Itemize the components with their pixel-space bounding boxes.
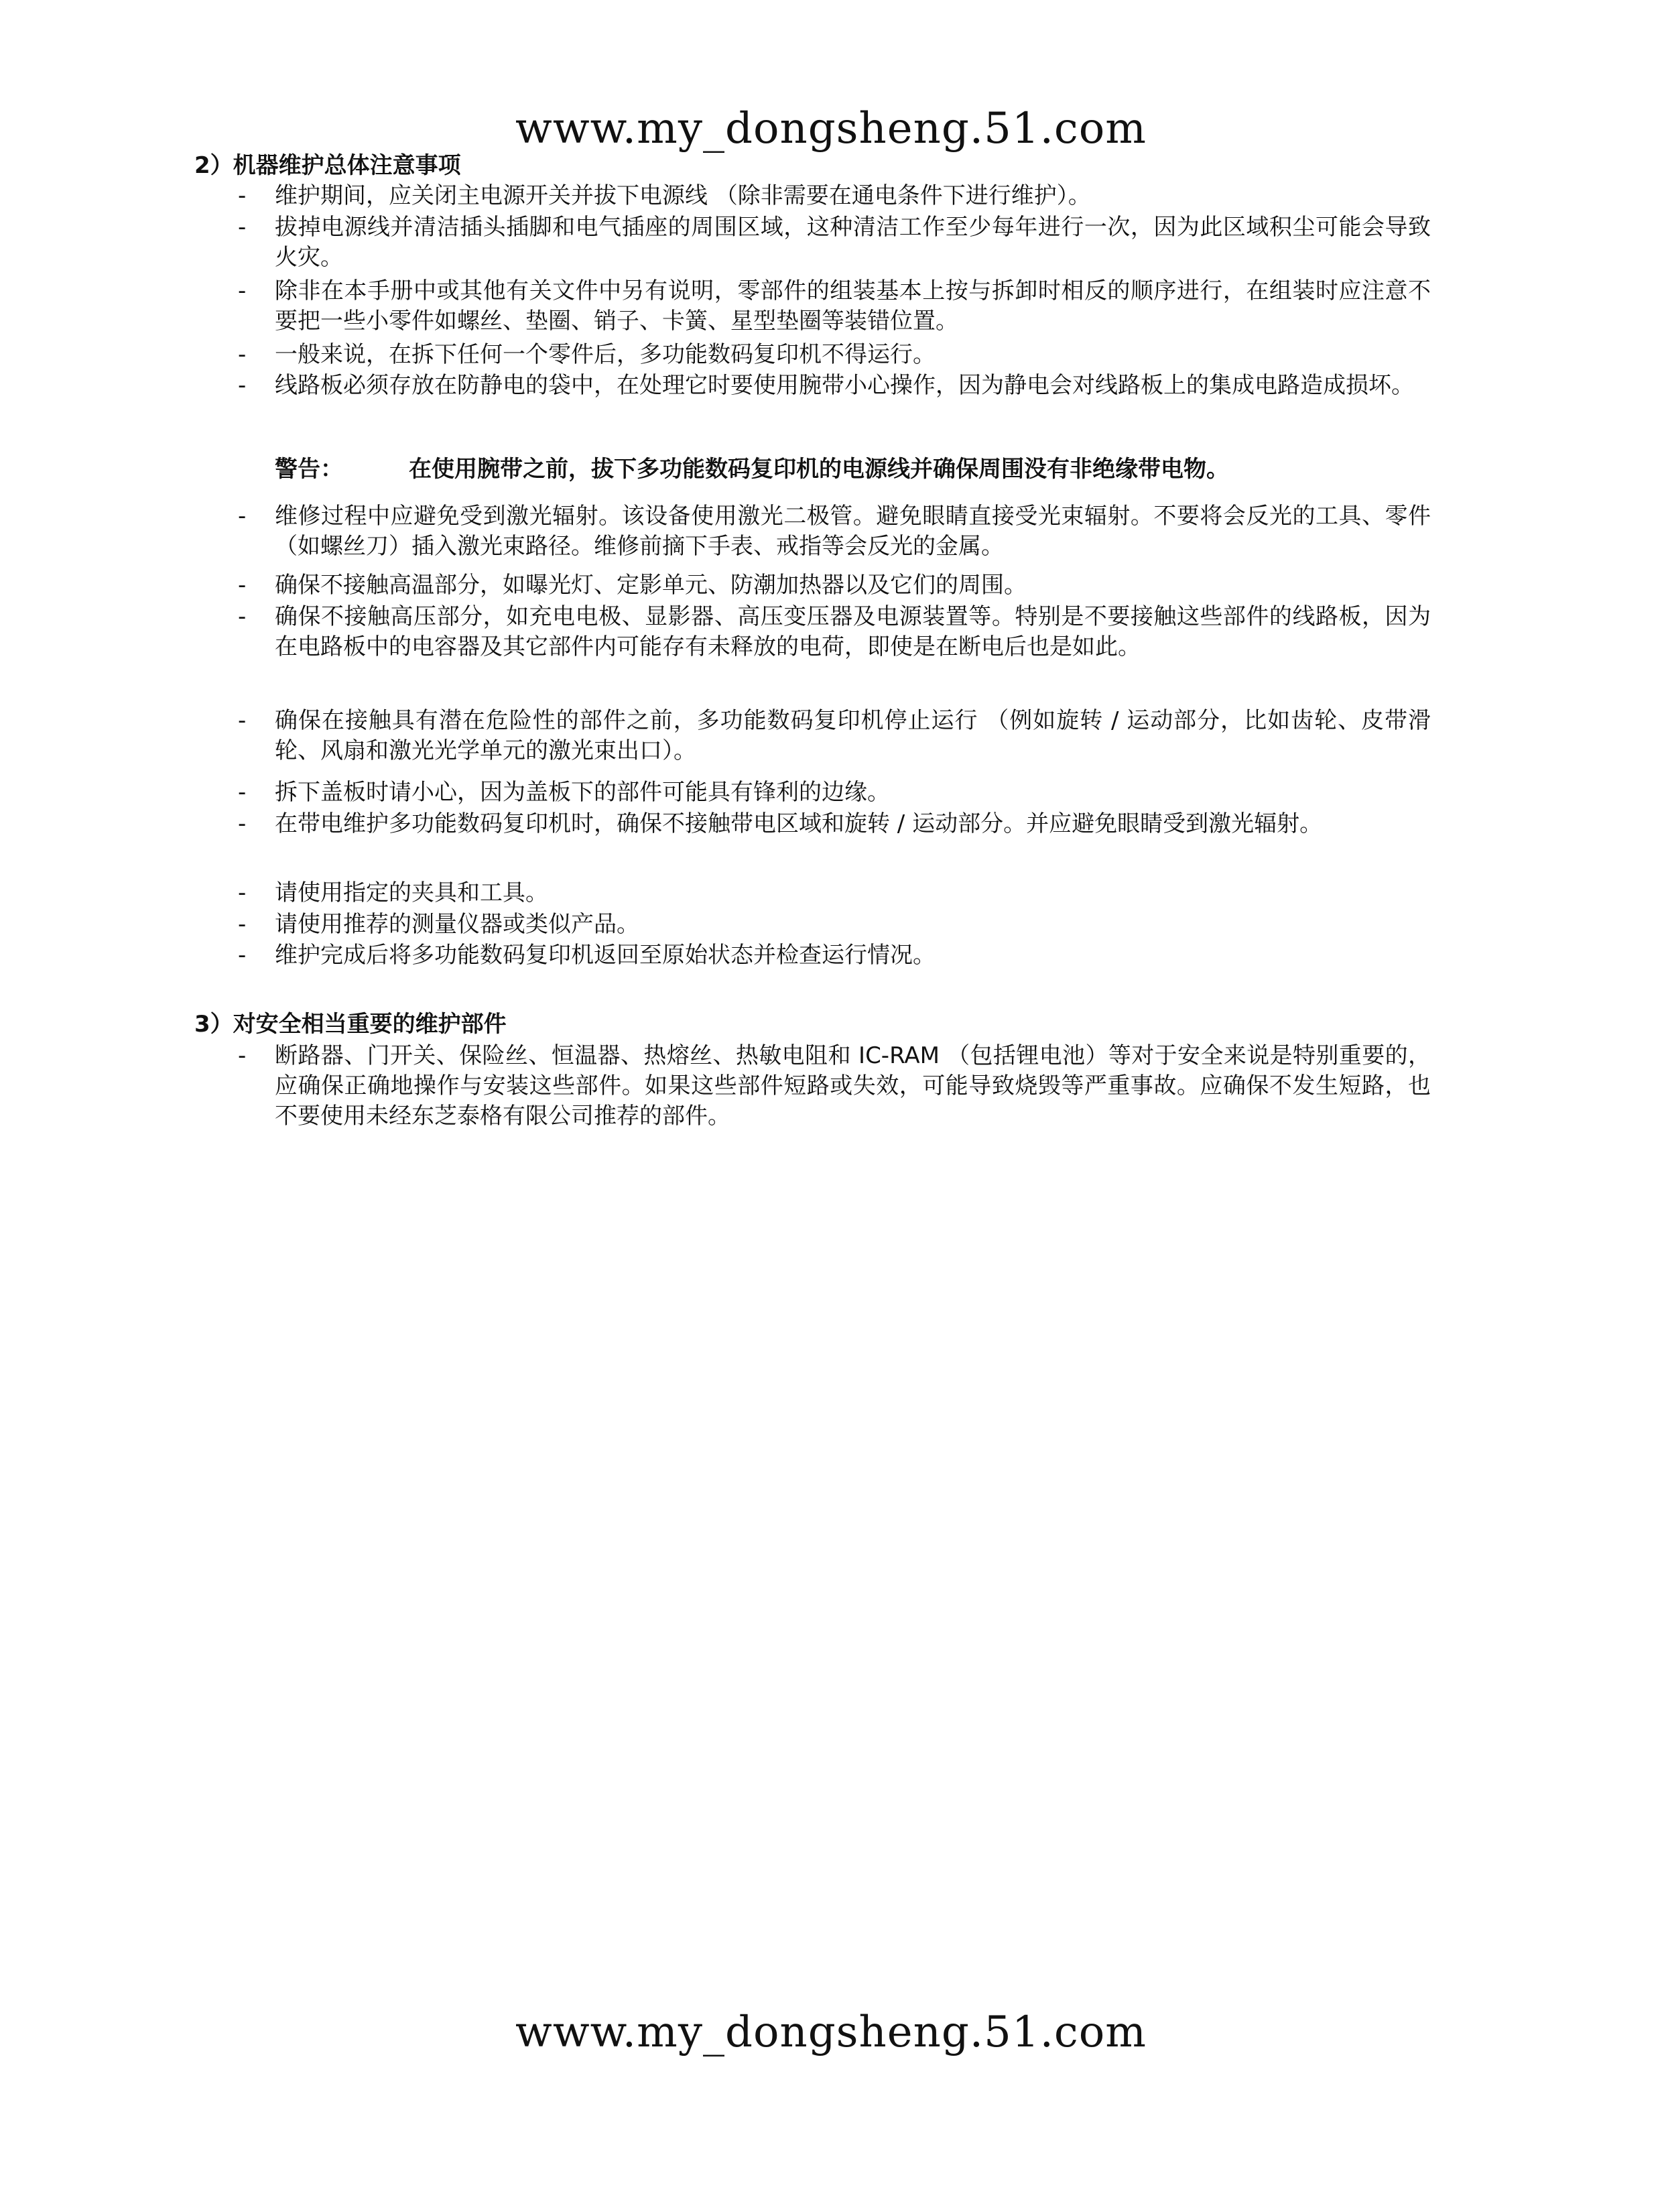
list-item xyxy=(238,809,1431,839)
list-item-text: 断路器、门开关、保险丝、恒温器、热熔丝、热敏电阻和 IC-RAM （包括锂电池）等对于安全来说是特别重要的，应确保正确地操作与安装这些部件。如果这些部件短路或失效，可能导致烧毁等严重事故。应确保不发生短路，也不要使用未经东芝泰格有限公司推荐的部件。 xyxy=(275,1042,1431,1129)
list-item-text: 除非在本手册中或其他有关文件中另有说明，零部件的组装基本上按与拆卸时相反的顺序进行，在组装时应注意不要把一些小零件如螺丝、垫圈、销子、卡簧、星型垫圈等装错位置。 xyxy=(275,278,1431,334)
bullet-dash: - xyxy=(238,707,247,734)
list-item-text: 拔掉电源线并清洁插头插脚和电气插座的周围区域，这种清洁工作至少每年进行一次，因为此区域积尘可能会导致火灾。 xyxy=(275,214,1431,271)
bullet-dash: - xyxy=(238,879,247,906)
bullet-dash: - xyxy=(238,779,247,806)
list-item xyxy=(238,1041,1431,1131)
list-item-text: 维护完成后将多功能数码复印机返回至原始状态并检查运行情况。 xyxy=(275,942,936,969)
list-item-text: 拆下盖板时请小心，因为盖板下的部件可能具有锋利的边缘。 xyxy=(275,779,890,806)
list-item-text: 确保在接触具有潜在危险性的部件之前，多功能数码复印机停止运行 （例如旋转 / 运动部分，比如齿轮、皮带滑轮、风扇和激光光学单元的激光束出口）。 xyxy=(275,707,1431,764)
warning-text: 在使用腕带之前，拔下多功能数码复印机的电源线并确保周围没有非绝缘带电物。 xyxy=(409,456,1229,483)
watermark-bottom: www.my_dongsheng.51.com xyxy=(515,2008,1147,2057)
list-item-text: 确保不接触高压部分，如充电电极、显影器、高压变压器及电源装置等。特别是不要接触这些部件的线路板，因为在电路板中的电容器及其它部件内可能存有未释放的电荷，即使是在断电后也是如此。 xyxy=(275,603,1431,660)
list-item-text: 维修过程中应避免受到激光辐射。该设备使用激光二极管。避免眼睛直接受光束辐射。不要将会反光的工具、零件 （如螺丝刀）插入激光束路径。维修前摘下手表、戒指等会反光的金属。 xyxy=(275,503,1431,560)
bullet-dash: - xyxy=(238,572,247,599)
list-item-text: 线路板必须存放在防静电的袋中，在处理它时要使用腕带小心操作，因为静电会对线路板上的集成电路造成损坏。 xyxy=(275,372,1414,399)
bullet-dash: - xyxy=(238,372,247,399)
watermark-top: www.my_dongsheng.51.com xyxy=(515,104,1147,153)
bullet-dash: - xyxy=(238,603,247,630)
list-item xyxy=(238,910,1431,940)
list-item xyxy=(238,878,1431,908)
bullet-dash: - xyxy=(238,503,247,530)
list-item-text: 请使用指定的夹具和工具。 xyxy=(275,879,548,906)
bullet-dash: - xyxy=(238,1042,247,1069)
warning-note xyxy=(275,454,1229,485)
section-2-title: 2）机器维护总体注意事项 xyxy=(194,152,461,179)
list-item xyxy=(238,212,1431,273)
list-item-text: 请使用推荐的测量仪器或类似产品。 xyxy=(275,911,639,938)
list-item xyxy=(238,778,1431,808)
bullet-dash: - xyxy=(238,341,247,368)
bullet-dash: - xyxy=(238,911,247,938)
list-item xyxy=(238,570,1431,601)
list-item xyxy=(238,371,1431,401)
bullet-dash: - xyxy=(238,182,247,209)
list-item xyxy=(238,602,1431,662)
list-item xyxy=(238,181,1431,211)
warning-label: 警告： xyxy=(275,456,343,483)
list-item-text: 确保不接触高温部分，如曝光灯、定影单元、防潮加热器以及它们的周围。 xyxy=(275,572,1027,599)
list-item xyxy=(238,706,1431,766)
list-item-text: 一般来说，在拆下任何一个零件后，多功能数码复印机不得运行。 xyxy=(275,341,936,368)
bullet-dash: - xyxy=(238,810,247,837)
list-item xyxy=(238,501,1431,562)
list-item xyxy=(238,340,1431,370)
list-item xyxy=(238,940,1431,971)
list-item-text: 维护期间，应关闭主电源开关并拔下电源线 （除非需要在通电条件下进行维护）。 xyxy=(275,182,1091,209)
bullet-dash: - xyxy=(238,278,247,304)
bullet-dash: - xyxy=(238,214,247,241)
bullet-dash: - xyxy=(238,942,247,969)
list-item xyxy=(238,276,1431,336)
list-item-text: 在带电维护多功能数码复印机时，确保不接触带电区域和旋转 / 运动部分。并应避免眼睛受到激光辐射。 xyxy=(275,810,1323,837)
section-3-title: 3）对安全相当重要的维护部件 xyxy=(194,1011,507,1038)
